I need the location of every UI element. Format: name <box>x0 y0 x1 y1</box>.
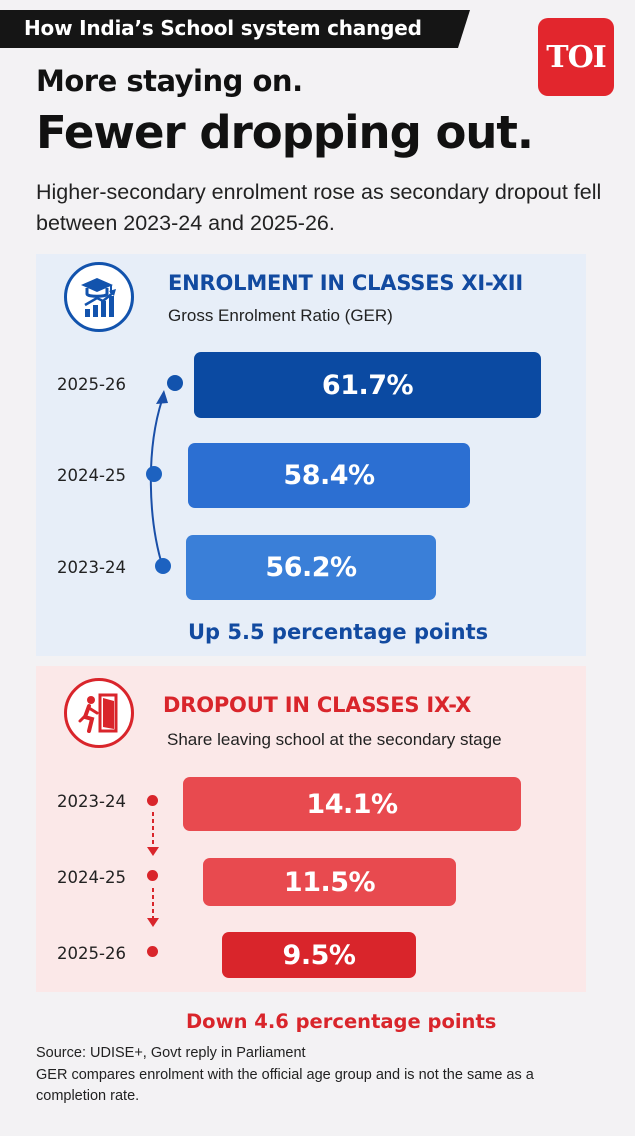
source-line: Source: UDISE+, Govt reply in Parliament <box>36 1045 306 1061</box>
enrolment-summary: Up 5.5 percentage points <box>188 620 489 644</box>
banner-title: How India’s School system changed <box>24 16 422 40</box>
definition-note: GER compares enrolment with the official age group and is not the same as a completion rate. <box>36 1066 534 1104</box>
dropout-arrow <box>142 808 164 948</box>
dropout-title: DROPOUT IN CLASSES IX-X <box>163 693 472 717</box>
dropout-year-label: 2023-24 <box>57 792 126 811</box>
enrolment-bar-label: 61.7% <box>321 369 414 401</box>
headline-line2: Fewer dropping out. <box>36 106 534 159</box>
subtitle: Higher-secondary enrolment rose as secondary dropout fell between 2023-24 and 2025-26. <box>36 180 602 235</box>
dropout-year-label: 2025-26 <box>57 944 126 963</box>
enrolment-bar-label: 56.2% <box>265 552 357 583</box>
dropout-bar <box>183 777 521 831</box>
dropout-bar <box>222 932 416 978</box>
dropout-bar-label: 11.5% <box>283 866 376 898</box>
enrolment-year-label: 2025-26 <box>57 375 126 394</box>
enrolment-dot <box>155 558 171 574</box>
enrolment-bar <box>194 352 541 418</box>
enrolment-subtitle: Gross Enrolment Ratio (GER) <box>168 306 393 325</box>
enrolment-dot <box>146 466 162 482</box>
enrolment-dot <box>167 375 183 391</box>
enrolment-year-label: 2024-25 <box>57 466 126 485</box>
person-exiting-door-icon <box>64 678 134 748</box>
graduation-cap-growth-chart-icon <box>64 262 134 332</box>
enrolment-year-label: 2023-24 <box>57 558 126 577</box>
enrolment-bar <box>188 443 470 508</box>
dropout-dot <box>147 795 158 806</box>
dropout-bar <box>203 858 456 906</box>
dropout-bar-label: 9.5% <box>282 939 356 971</box>
dropout-year-label: 2024-25 <box>57 868 126 887</box>
enrolment-title: ENROLMENT IN CLASSES XI-XII <box>168 271 524 295</box>
enrolment-bar <box>186 535 436 600</box>
dropout-bar-label: 14.1% <box>306 788 398 820</box>
enrolment-bar-label: 58.4% <box>283 460 375 491</box>
dropout-subtitle: Share leaving school at the secondary stage <box>167 730 502 749</box>
dropout-summary: Down 4.6 percentage points <box>186 1010 497 1033</box>
toi-logo: TOI <box>538 18 614 96</box>
footer-notes <box>36 1043 596 1108</box>
headline-line1: More staying on. <box>36 64 303 98</box>
